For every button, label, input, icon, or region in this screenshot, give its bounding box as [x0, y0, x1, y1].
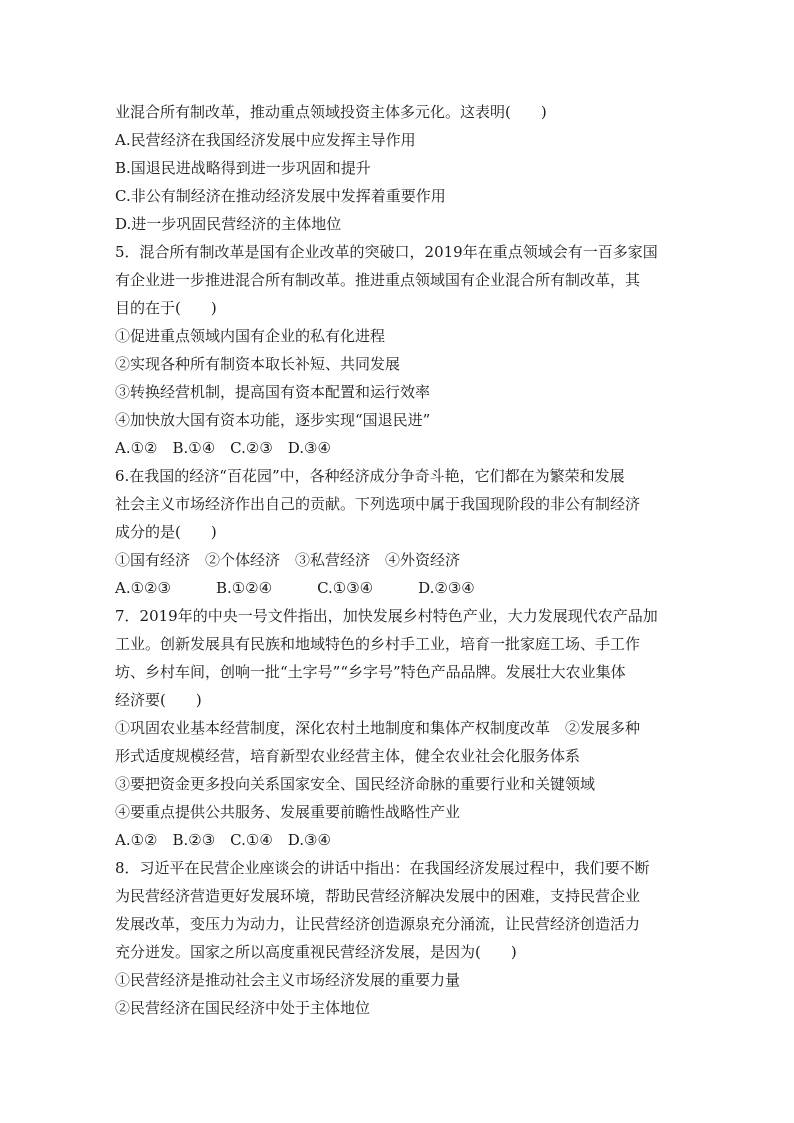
option-c: C.非公有制经济在推动经济发展中发挥着重要作用: [115, 187, 446, 205]
question-7-stem: 经济要( ): [115, 691, 202, 709]
option-b: B.国退民进战略得到进一步巩固和提升: [115, 159, 371, 177]
question-6-options: A.①②③ B.①②④ C.①③④ D.②③④: [115, 579, 475, 597]
question-5-stem: 有企业进一步推进混合所有制改革。推进重点领域国有企业混合所有制改革，其: [115, 271, 641, 289]
statement-4: ④要重点提供公共服务、发展重要前瞻性战略性产业: [115, 803, 461, 821]
option-d: D.进一步巩固民营经济的主体地位: [115, 215, 342, 233]
question-5-options: A.①② B.①④ C.②③ D.③④: [115, 439, 331, 457]
question-5-stem: 5．混合所有制改革是国有企业改革的突破口，2019年在重点领域会有一百多家国: [115, 243, 658, 261]
question-8-stem: 8．习近平在民营企业座谈会的讲话中指出：在我国经济发展过程中，我们要不断: [115, 859, 650, 877]
question-8-stem: 充分迸发。国家之所以高度重视民营经济发展，是因为( ): [115, 943, 517, 961]
statement-2: ②实现各种所有制资本取长补短、共同发展: [115, 355, 401, 373]
statement-4: ④加快放大国有资本功能，逐步实现“国退民进”: [115, 411, 431, 429]
text-line: 业混合所有制改革，推动重点领域投资主体多元化。这表明( ): [115, 103, 547, 121]
question-5-stem: 目的在于( ): [115, 299, 217, 317]
question-6-stem: 6.在我国的经济“百花园”中，各种经济成分争奇斗艳，它们都在为繁荣和发展: [115, 467, 625, 485]
question-6-stem: 成分的是( ): [115, 523, 217, 541]
question-8-stem: 发展改革，变压力为动力，让民营经济创造源泉充分涌流，让民营经济创造活力: [115, 915, 641, 933]
statement-1-2: ①巩固农业基本经营制度，深化农村土地制度和集体产权制度改革 ②发展多种: [115, 719, 641, 737]
question-6-statements: ①国有经济 ②个体经济 ③私营经济 ④外资经济: [115, 551, 461, 569]
question-7-stem: 坊、乡村车间，创响一批“土字号”“乡字号”特色产品品牌。发展壮大农业集体: [115, 663, 626, 681]
question-7-options: A.①② B.②③ C.①④ D.③④: [115, 831, 331, 849]
document-page: [115, 98, 685, 1022]
option-a: A.民营经济在我国经济发展中应发挥主导作用: [115, 131, 416, 149]
question-8-stem: 为民营经济营造更好发展环境，帮助民营经济解决发展中的困难，支持民营企业: [115, 887, 641, 905]
statement-2-cont: 形式适度规模经营，培育新型农业经营主体，健全农业社会化服务体系: [115, 747, 581, 765]
statement-3: ③转换经营机制，提高国有资本配置和运行效率: [115, 383, 431, 401]
statement-2: ②民营经济在国民经济中处于主体地位: [115, 999, 371, 1017]
statement-1: ①民营经济是推动社会主义市场经济发展的重要力量: [115, 971, 461, 989]
question-7-stem: 7．2019年的中央一号文件指出，加快发展乡村特色产业，大力发展现代农产品加: [115, 607, 658, 625]
question-7-stem: 工业。创新发展具有民族和地域特色的乡村手工业，培育一批家庭工场、手工作: [115, 635, 641, 653]
question-6-stem: 社会主义市场经济作出自己的贡献。下列选项中属于我国现阶段的非公有制经济: [115, 495, 641, 513]
statement-1: ①促进重点领域内国有企业的私有化进程: [115, 327, 386, 345]
statement-3: ③要把资金更多投向关系国家安全、国民经济命脉的重要行业和关键领域: [115, 775, 596, 793]
